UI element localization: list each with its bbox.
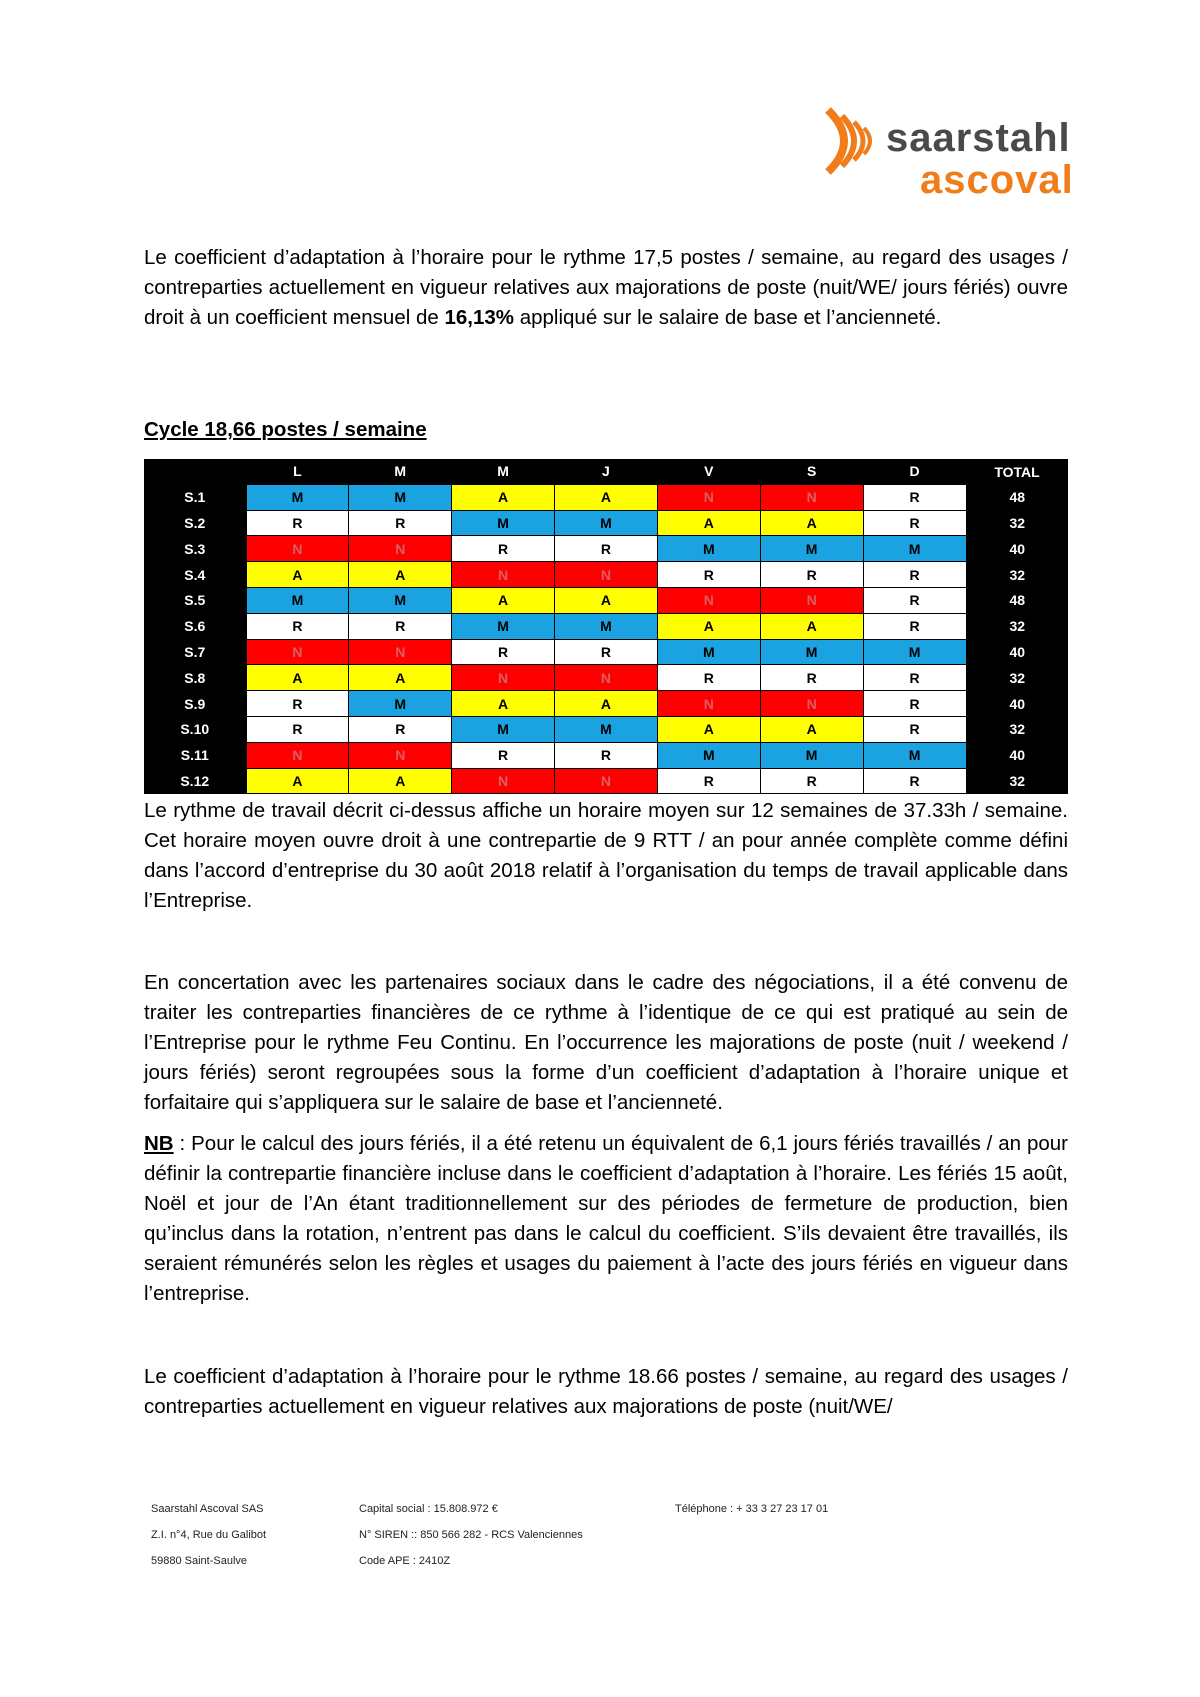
shift-cell: M bbox=[555, 613, 658, 639]
table-row bbox=[144, 716, 1068, 742]
shift-cell: R bbox=[657, 562, 760, 588]
week-label: S.9 bbox=[144, 691, 246, 717]
shift-cell: A bbox=[760, 510, 863, 536]
shift-cell: A bbox=[657, 613, 760, 639]
week-total: 40 bbox=[966, 536, 1068, 562]
shift-cell: M bbox=[555, 510, 658, 536]
paragraph-concertation: En concertation avec les partenaires sociaux dans le cadre des négociations, il a été convenu de traiter les contreparties financières de ce rythme à l’identique de ce qui est pratiqué au sein de l’Entreprise pour le rythme Feu Continu. En l’occurrence les majorations de poste (nuit / weekend / jours fériés) seront regroupées sous la forme d’un coefficient d’adaptation à l’horaire unique et forfaitaire qui s’appliquera sur le salaire de base et l’ancienneté. bbox=[144, 971, 1068, 1114]
shift-cell: M bbox=[657, 536, 760, 562]
week-total: 32 bbox=[966, 768, 1068, 794]
week-label: S.4 bbox=[144, 562, 246, 588]
table-row bbox=[144, 587, 1068, 613]
shift-cell: R bbox=[349, 613, 452, 639]
paragraph-coefficient-17-5: Le coefficient d’adaptation à l’horaire pour le rythme 17,5 postes / semaine, au regard des usages / contreparties actuellement en vigueur relatives aux majorations de poste (nuit/WE/ jours fériés) ouvre droit à un coefficient mensuel de 16,13% appliqué sur le salaire de base et l’ancienneté. bbox=[144, 246, 1068, 329]
shift-cell: N bbox=[657, 484, 760, 510]
shift-cell: M bbox=[452, 716, 555, 742]
header-day: V bbox=[657, 459, 760, 484]
table-row bbox=[144, 665, 1068, 691]
week-total: 48 bbox=[966, 587, 1068, 613]
shift-cell: R bbox=[246, 613, 349, 639]
week-label: S.7 bbox=[144, 639, 246, 665]
week-label: S.10 bbox=[144, 716, 246, 742]
logo-line-1: saarstahl bbox=[886, 116, 1071, 160]
footer-company: Saarstahl Ascoval SAS Z.I. n°4, Rue du Galibot 59880 Saint-Saulve bbox=[151, 1503, 267, 1567]
cycle-heading: Cycle 18,66 postes / semaine bbox=[144, 418, 427, 441]
shift-cell: A bbox=[555, 484, 658, 510]
week-total: 32 bbox=[966, 613, 1068, 639]
shift-cell: R bbox=[246, 716, 349, 742]
shift-cell: R bbox=[863, 587, 966, 613]
table-row bbox=[144, 484, 1068, 510]
week-total: 48 bbox=[966, 484, 1068, 510]
shift-cell: R bbox=[657, 768, 760, 794]
shift-cell: M bbox=[349, 484, 452, 510]
shift-cell: N bbox=[246, 639, 349, 665]
paragraph-average-hours: Le rythme de travail décrit ci-dessus affiche un horaire moyen sur 12 semaines de 37.33h / semaine. Cet horaire moyen ouvre droit à une contrepartie de 9 RTT / an pour année complète comme défini dans l’accord d’entreprise du 30 août 2018 relatif à l’organisation du temps de travail applicable dans l’Entreprise. bbox=[144, 799, 1068, 912]
nb-label: NB bbox=[144, 1132, 174, 1155]
table-header-row bbox=[144, 459, 1068, 484]
shift-cell: R bbox=[760, 665, 863, 691]
shift-cell: M bbox=[760, 639, 863, 665]
header-day: L bbox=[246, 459, 349, 484]
shift-cell: N bbox=[555, 768, 658, 794]
shift-cell: M bbox=[657, 639, 760, 665]
paragraph-nb bbox=[144, 1129, 1068, 1309]
shift-cell: A bbox=[246, 665, 349, 691]
shift-cell: A bbox=[246, 768, 349, 794]
shift-cell: N bbox=[760, 587, 863, 613]
week-total: 40 bbox=[966, 742, 1068, 768]
week-total: 32 bbox=[966, 562, 1068, 588]
company-logo bbox=[820, 106, 1074, 206]
shift-cell: A bbox=[452, 691, 555, 717]
footer-contact: Téléphone : + 33 3 27 23 17 01 bbox=[675, 1503, 829, 1515]
shift-cell: R bbox=[863, 484, 966, 510]
footer-legal: Capital social : 15.808.972 € N° SIREN :: 850 566 282 - RCS Valenciennes Code APE : 2410Z bbox=[359, 1503, 583, 1567]
shift-cell: N bbox=[760, 484, 863, 510]
shift-cell: R bbox=[246, 510, 349, 536]
shift-cell: M bbox=[657, 742, 760, 768]
table-row bbox=[144, 742, 1068, 768]
week-label: S.12 bbox=[144, 768, 246, 794]
shift-cell: A bbox=[452, 484, 555, 510]
week-total: 32 bbox=[966, 716, 1068, 742]
shift-cell: N bbox=[452, 768, 555, 794]
shift-cell: A bbox=[349, 768, 452, 794]
table-row bbox=[144, 613, 1068, 639]
shift-cell: M bbox=[349, 691, 452, 717]
week-label: S.6 bbox=[144, 613, 246, 639]
week-label: S.3 bbox=[144, 536, 246, 562]
shift-cell: R bbox=[555, 536, 658, 562]
paragraph-coefficient-18-66: Le coefficient d’adaptation à l’horaire pour le rythme 18.66 postes / semaine, au regard des usages / contreparties actuellement en vigueur relatives aux majorations de poste (nuit/WE/ bbox=[144, 1365, 1068, 1418]
shift-cell: N bbox=[246, 536, 349, 562]
week-total: 32 bbox=[966, 665, 1068, 691]
shift-cell: M bbox=[246, 587, 349, 613]
table-row bbox=[144, 768, 1068, 794]
shift-cell: N bbox=[349, 742, 452, 768]
shift-cell: N bbox=[349, 536, 452, 562]
week-label: S.11 bbox=[144, 742, 246, 768]
logo-arcs-icon bbox=[820, 106, 880, 176]
table-row bbox=[144, 691, 1068, 717]
week-total: 32 bbox=[966, 510, 1068, 536]
week-label: S.5 bbox=[144, 587, 246, 613]
shift-cell: A bbox=[657, 510, 760, 536]
shift-cell: M bbox=[863, 742, 966, 768]
shift-cell: R bbox=[349, 510, 452, 536]
shift-cell: R bbox=[246, 691, 349, 717]
shift-cell: M bbox=[349, 587, 452, 613]
shift-cell: A bbox=[246, 562, 349, 588]
shift-cell: A bbox=[555, 587, 658, 613]
table-row bbox=[144, 562, 1068, 588]
shift-cell: M bbox=[760, 536, 863, 562]
shift-cell: N bbox=[349, 639, 452, 665]
shift-cell: M bbox=[863, 536, 966, 562]
shift-cell: A bbox=[657, 716, 760, 742]
schedule-table bbox=[144, 459, 1068, 794]
shift-cell: R bbox=[452, 536, 555, 562]
shift-cell: M bbox=[555, 716, 658, 742]
coefficient-value: 16,13% bbox=[444, 306, 515, 329]
shift-cell: A bbox=[349, 665, 452, 691]
shift-cell: A bbox=[349, 562, 452, 588]
logo-line-2: ascoval bbox=[920, 158, 1074, 202]
shift-cell: R bbox=[452, 639, 555, 665]
shift-cell: R bbox=[863, 716, 966, 742]
table-row bbox=[144, 536, 1068, 562]
shift-cell: M bbox=[452, 613, 555, 639]
shift-cell: N bbox=[657, 587, 760, 613]
shift-cell: R bbox=[452, 742, 555, 768]
shift-cell: R bbox=[863, 768, 966, 794]
table-row bbox=[144, 639, 1068, 665]
week-total: 40 bbox=[966, 691, 1068, 717]
shift-cell: R bbox=[863, 510, 966, 536]
shift-cell: M bbox=[452, 510, 555, 536]
shift-cell: R bbox=[760, 562, 863, 588]
shift-cell: A bbox=[452, 587, 555, 613]
shift-cell: R bbox=[555, 742, 658, 768]
week-label: S.8 bbox=[144, 665, 246, 691]
shift-cell: N bbox=[657, 691, 760, 717]
shift-cell: R bbox=[349, 716, 452, 742]
nb-text: : Pour le calcul des jours fériés, il a été retenu un équivalent de 6,1 jours fériés travaillés / an pour définir la contrepartie financière incluse dans le coefficient d’adaptation à l’horaire. Les fériés 15 août, Noël et jour de l’An étant traditionnellement sur des périodes de fermeture de production, bien qu’inclus dans la rotation, n’entrent pas dans le calcul du coefficient. S’ils devaient être travaillés, ils seraient rémunérés selon les règles et usages du paiement à l’acte des jours fériés en vigueur dans l’entreprise. bbox=[144, 1132, 1068, 1305]
header-week bbox=[144, 459, 246, 484]
shift-cell: R bbox=[657, 665, 760, 691]
shift-cell: A bbox=[760, 716, 863, 742]
header-day: M bbox=[452, 459, 555, 484]
shift-cell: R bbox=[863, 613, 966, 639]
header-day: M bbox=[349, 459, 452, 484]
shift-cell: R bbox=[863, 665, 966, 691]
shift-cell: N bbox=[555, 665, 658, 691]
week-label: S.1 bbox=[144, 484, 246, 510]
shift-cell: N bbox=[452, 665, 555, 691]
shift-cell: N bbox=[760, 691, 863, 717]
shift-cell: R bbox=[863, 562, 966, 588]
table-row bbox=[144, 510, 1068, 536]
shift-cell: N bbox=[555, 562, 658, 588]
header-day: S bbox=[760, 459, 863, 484]
week-label: S.2 bbox=[144, 510, 246, 536]
shift-cell: R bbox=[863, 691, 966, 717]
shift-cell: N bbox=[246, 742, 349, 768]
shift-cell: R bbox=[555, 639, 658, 665]
shift-cell: A bbox=[555, 691, 658, 717]
shift-cell: M bbox=[760, 742, 863, 768]
shift-cell: A bbox=[760, 613, 863, 639]
header-total: TOTAL bbox=[966, 459, 1068, 484]
shift-cell: M bbox=[246, 484, 349, 510]
shift-cell: M bbox=[863, 639, 966, 665]
shift-cell: N bbox=[452, 562, 555, 588]
header-day: D bbox=[863, 459, 966, 484]
header-day: J bbox=[555, 459, 658, 484]
week-total: 40 bbox=[966, 639, 1068, 665]
shift-cell: R bbox=[760, 768, 863, 794]
